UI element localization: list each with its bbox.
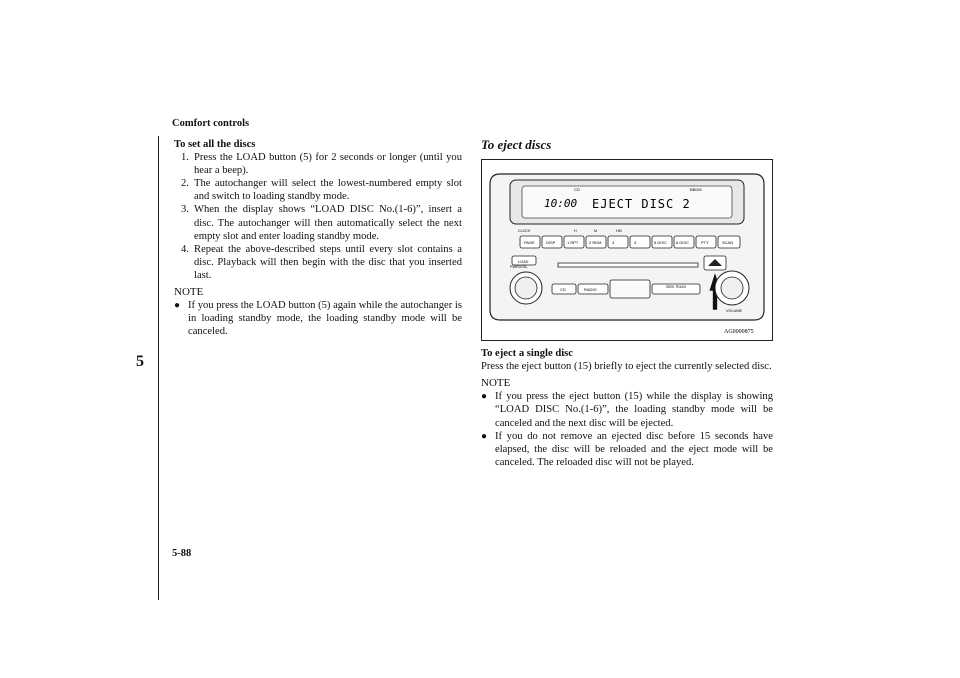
m-label: M (594, 229, 597, 234)
volume-knob[interactable] (721, 277, 743, 299)
display-time: 10:00 (544, 197, 578, 211)
display-cd-label: CD (574, 187, 580, 193)
svg-text:DISP: DISP (546, 240, 556, 246)
note-item: ● If you do not remove an ejected disc before 15 seconds have elapsed, the disc will be reloaded and the eject mode will be canceled. The reloaded disc will not be played. (481, 430, 773, 468)
svg-text:1 RPT: 1 RPT (567, 240, 579, 246)
svg-text:PTY: PTY (701, 240, 709, 246)
display-text: EJECT DISC 2 (592, 197, 691, 212)
hm-label: HM (616, 229, 622, 234)
svg-text:RADIO: RADIO (584, 287, 597, 293)
note-item: ● If you press the LOAD button (5) again while the autochanger is in loading standby mode, the loading standby mode will be canceled. (174, 300, 462, 338)
page-number: 5-88 (172, 548, 192, 559)
eject-paragraph: Press the eject button (15) briefly to eject the currently selected disc. (481, 361, 772, 373)
bottom-panel (610, 280, 650, 298)
preset-4-button[interactable] (630, 236, 650, 248)
running-header: Comfort controls (172, 118, 250, 129)
svg-text:3: 3 (612, 240, 615, 246)
radio-panel-illustration (482, 160, 772, 340)
step-item: 4. Repeat the above-described steps until every slot contains a disc. Playback will then begin with the disc that you inserted last. (181, 243, 462, 281)
svg-text:5 DISC: 5 DISC (654, 240, 667, 246)
power-volume-knob[interactable] (515, 277, 537, 299)
svg-text:SEEK TRACK: SEEK TRACK (666, 285, 687, 290)
preset-3-button[interactable] (608, 236, 628, 248)
note-item: ● If you press the eject button (15) while the display is showing “LOAD DISC No.(1-6)”, the loading standby mode will be canceled and the next disc will be ejected. (481, 391, 773, 429)
note-label: NOTE (174, 286, 204, 299)
section-heading-eject: To eject discs (481, 137, 552, 152)
bullet-icon: ● (481, 430, 488, 442)
notes-list (174, 299, 462, 338)
notes-list (481, 390, 773, 469)
subheading-single-disc: To eject a single disc (481, 348, 574, 360)
knob-left-label: PWR/VOL (510, 265, 528, 270)
left-column (174, 138, 462, 338)
radio-panel-figure (481, 159, 773, 341)
chapter-number: 5 (136, 353, 144, 370)
svg-text:4: 4 (634, 240, 637, 246)
svg-text:6 DISC: 6 DISC (676, 240, 689, 246)
preset-button-row (520, 236, 740, 248)
bullet-icon: ● (174, 300, 181, 312)
figure-code: AG0000875 (724, 329, 754, 336)
right-column (481, 138, 773, 469)
h-label: H (574, 229, 577, 234)
svg-text:PAGE: PAGE (524, 240, 535, 246)
svg-text:2 RDM: 2 RDM (589, 240, 602, 246)
step-item: 1. Press the LOAD button (5) for 2 seconds or longer (until you hear a beep). (181, 152, 462, 177)
step-item: 3. When the display shows “LOAD DISC No.(1-6)”, insert a disc. The autochanger will then automatically select the next empty slot and enter loading standby mode. (181, 204, 462, 242)
steps-list (174, 151, 462, 282)
note-label: NOTE (481, 377, 511, 390)
bullet-icon: ● (481, 391, 488, 403)
knob-right-label: VOLUME (726, 309, 743, 314)
display-bbdm-label: BBDM (690, 187, 702, 193)
clock-label: CLOCK (518, 229, 531, 234)
section-heading-set-all: To set all the discs (174, 139, 256, 150)
svg-text:SCAN: SCAN (722, 240, 734, 246)
disc-slot (558, 263, 698, 267)
step-item: 2. The autochanger will select the lowest-numbered empty slot and switch to loading standby mode. (181, 178, 462, 203)
load-label: LOAD (518, 260, 529, 265)
svg-text:CD: CD (560, 287, 566, 293)
